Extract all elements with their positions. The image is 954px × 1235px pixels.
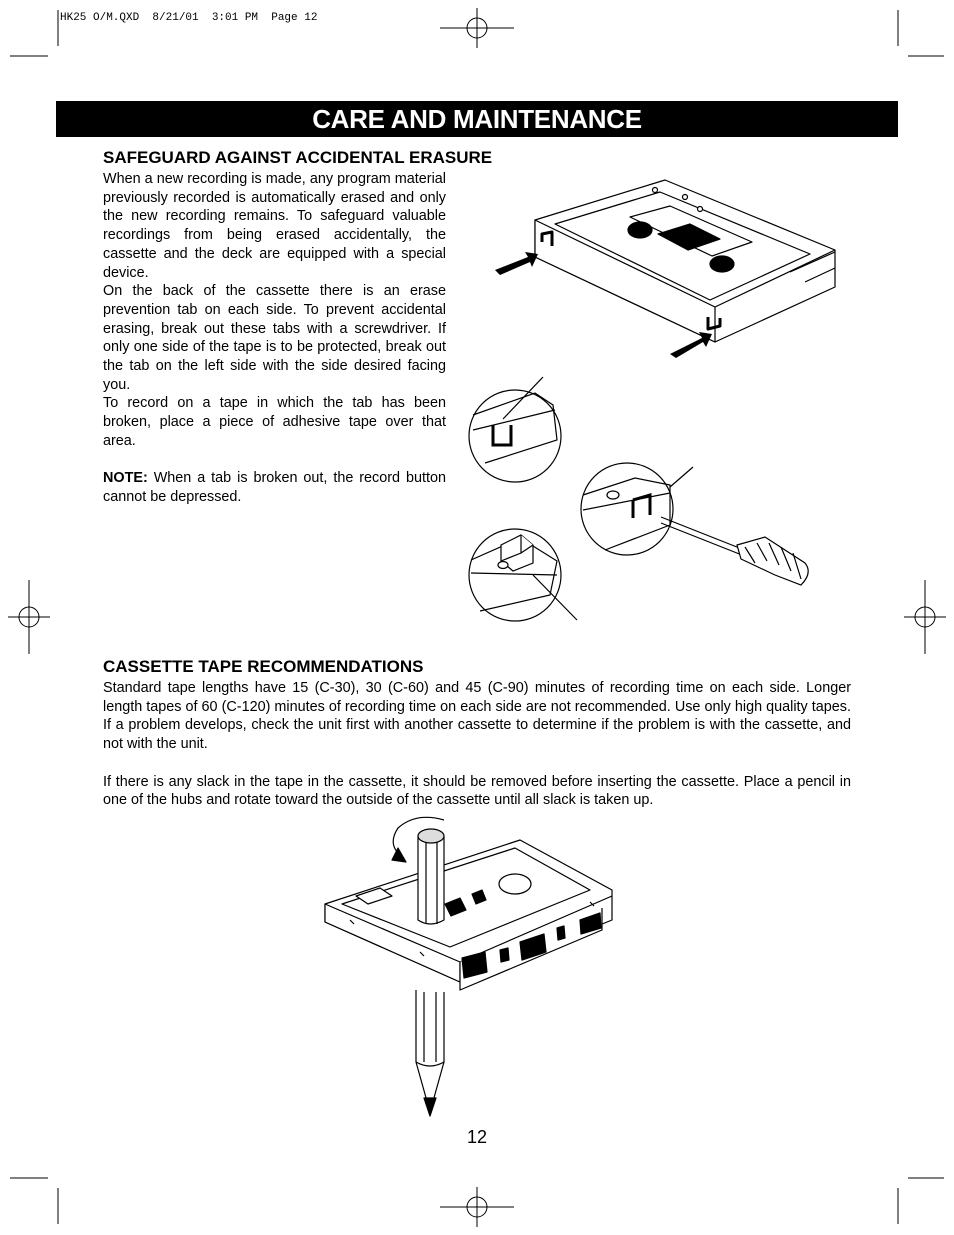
erasure-paragraph-2: On the back of the cassette there is an erase prevention tab on each side. To prevent accidental erasing, break out these tabs with a screwdriver. If only one side of the tape is to be protected, break out the tab on the left side with the side desired facing you. <box>103 283 446 393</box>
pencil-slack-illustration <box>320 812 640 1122</box>
recommendations-paragraph-1: Standard tape lengths have 15 (C-30), 30 (C-60) and 45 (C-90) minutes of recording time on each side. Longer length tapes of 60 (C-120) minutes of recording time on each side are not recommended. Use only high quality tapes. If a problem develops, check the unit first with another cassette to determine if the problem is with the cassette, and not with the unit. <box>103 680 851 753</box>
page-number: 12 <box>466 1127 488 1147</box>
page-title: CARE AND MAINTENANCE <box>56 101 898 137</box>
erasure-paragraph-3: To record on a tape in which the tab has been broken, place a piece of adhesive tape over that area. <box>103 395 446 449</box>
note-paragraph <box>103 469 446 506</box>
erasure-paragraph-1: When a new recording is made, any program material previously recorded is automatically erased and only the new recording remains. To safeguard valuable recordings from being erased accidentally, the cassette and the deck are equipped with a special device. <box>103 171 446 281</box>
cassette-erase-tab-illustration <box>490 172 890 362</box>
file-slug-line: HK25 O/M.QXD 8/21/01 3:01 PM Page 12 <box>60 12 318 24</box>
tab-detail-illustrations <box>465 375 865 625</box>
erasure-text-block <box>103 170 446 507</box>
section-heading-recommendations: CASSETTE TAPE RECOMMENDATIONS <box>103 657 424 676</box>
recommendations-text-block <box>103 679 851 810</box>
section-heading-erasure: SAFEGUARD AGAINST ACCIDENTAL ERASURE <box>103 148 493 167</box>
note-label: NOTE: <box>103 470 148 487</box>
note-text: When a tab is broken out, the record button cannot be depressed. <box>103 470 446 505</box>
recommendations-paragraph-2: If there is any slack in the tape in the cassette, it should be removed before inserting the cassette. Place a pencil in one of the hubs and rotate toward the outside of the cassette until all slack is taken up. <box>103 773 851 809</box>
